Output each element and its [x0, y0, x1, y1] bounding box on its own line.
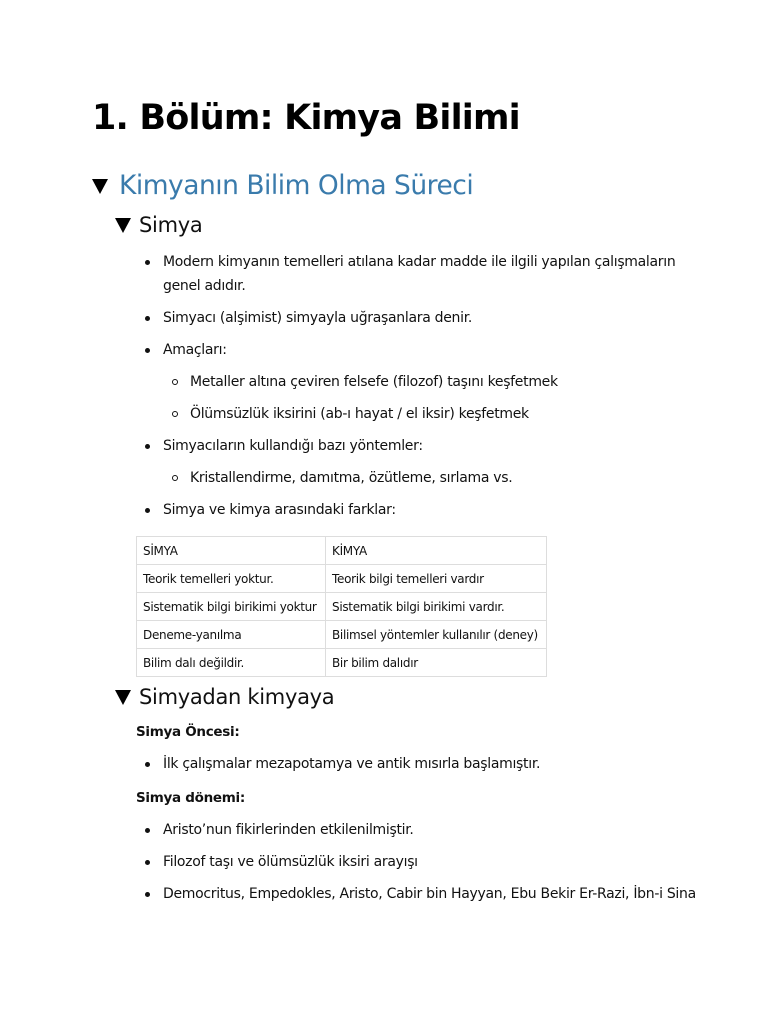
bullet-list — [136, 250, 698, 522]
table-cell: Sistematik bilgi birikimi yoktur — [137, 593, 326, 621]
list-item-text: Simyacıların kullandığı bazı yöntemler: — [163, 438, 423, 454]
table-header-cell: KİMYA — [326, 537, 547, 565]
group-label-simya-donemi: Simya dönemi: — [136, 790, 245, 806]
toggle-triangle-icon[interactable] — [92, 179, 108, 194]
list-item: Simyacı (alşimist) simyayla uğraşanlara denir. — [136, 306, 698, 330]
subsection-toggle-row — [115, 208, 698, 242]
table-cell: Bir bilim dalıdır — [326, 649, 547, 677]
list-item — [136, 434, 698, 490]
subsection-heading-simya: Simya — [139, 213, 203, 237]
table-cell: Teorik bilgi temelleri vardır — [326, 565, 547, 593]
bullet-list — [136, 752, 698, 776]
nested-list — [163, 370, 698, 426]
subsection-heading-simyadan-kimyaya: Simyadan kimyaya — [139, 685, 335, 709]
table-cell: Bilim dalı değildir. — [137, 649, 326, 677]
nested-list-item: Ölümsüzlük iksirini (ab-ı hayat / el iksir) keşfetmek — [163, 402, 698, 426]
bullet-list — [136, 818, 698, 906]
nested-list — [163, 466, 698, 490]
toggle-triangle-icon[interactable] — [115, 690, 131, 705]
section-toggle-row — [92, 164, 698, 208]
table-cell: Bilimsel yöntemler kullanılır (deney) — [326, 621, 547, 649]
table-cell: Deneme-yanılma — [137, 621, 326, 649]
table-header-cell: SİMYA — [137, 537, 326, 565]
list-item: Aristo’nun fikirlerinden etkilenilmiştir. — [136, 818, 698, 842]
list-item: Modern kimyanın temelleri atılana kadar madde ile ilgili yapılan çalışmaların genel adıdır. — [136, 250, 698, 298]
list-item: Filozof taşı ve ölümsüzlük iksiri arayışı — [136, 850, 698, 874]
table-row — [137, 565, 547, 593]
list-item — [136, 338, 698, 426]
comparison-table — [136, 536, 547, 677]
list-item: Simya ve kimya arasındaki farklar: — [136, 498, 698, 522]
table-row — [137, 649, 547, 677]
nested-list-item: Kristallendirme, damıtma, özütleme, sırlama vs. — [163, 466, 698, 490]
section-heading: Kimyanın Bilim Olma Süreci — [119, 170, 474, 201]
list-item-text: Amaçları: — [163, 342, 227, 358]
list-item: İlk çalışmalar mezapotamya ve antik mısırla başlamıştır. — [136, 752, 698, 776]
page-title: 1. Bölüm: Kimya Bilimi — [92, 98, 520, 138]
table-cell: Sistematik bilgi birikimi vardır. — [326, 593, 547, 621]
list-item: Democritus, Empedokles, Aristo, Cabir bin Hayyan, Ebu Bekir Er-Razi, İbn-i Sina — [136, 882, 698, 906]
simyadan-kimyaya-content — [136, 720, 698, 906]
table-row — [137, 593, 547, 621]
subsection-toggle-row — [115, 680, 698, 714]
nested-list-item: Metaller altına çeviren felsefe (filozof) taşını keşfetmek — [163, 370, 698, 394]
simya-content — [136, 250, 698, 677]
group-label-simya-oncesi: Simya Öncesi: — [136, 724, 240, 740]
table-row — [137, 621, 547, 649]
table-header-row — [137, 537, 547, 565]
table-cell: Teorik temelleri yoktur. — [137, 565, 326, 593]
toggle-triangle-icon[interactable] — [115, 218, 131, 233]
